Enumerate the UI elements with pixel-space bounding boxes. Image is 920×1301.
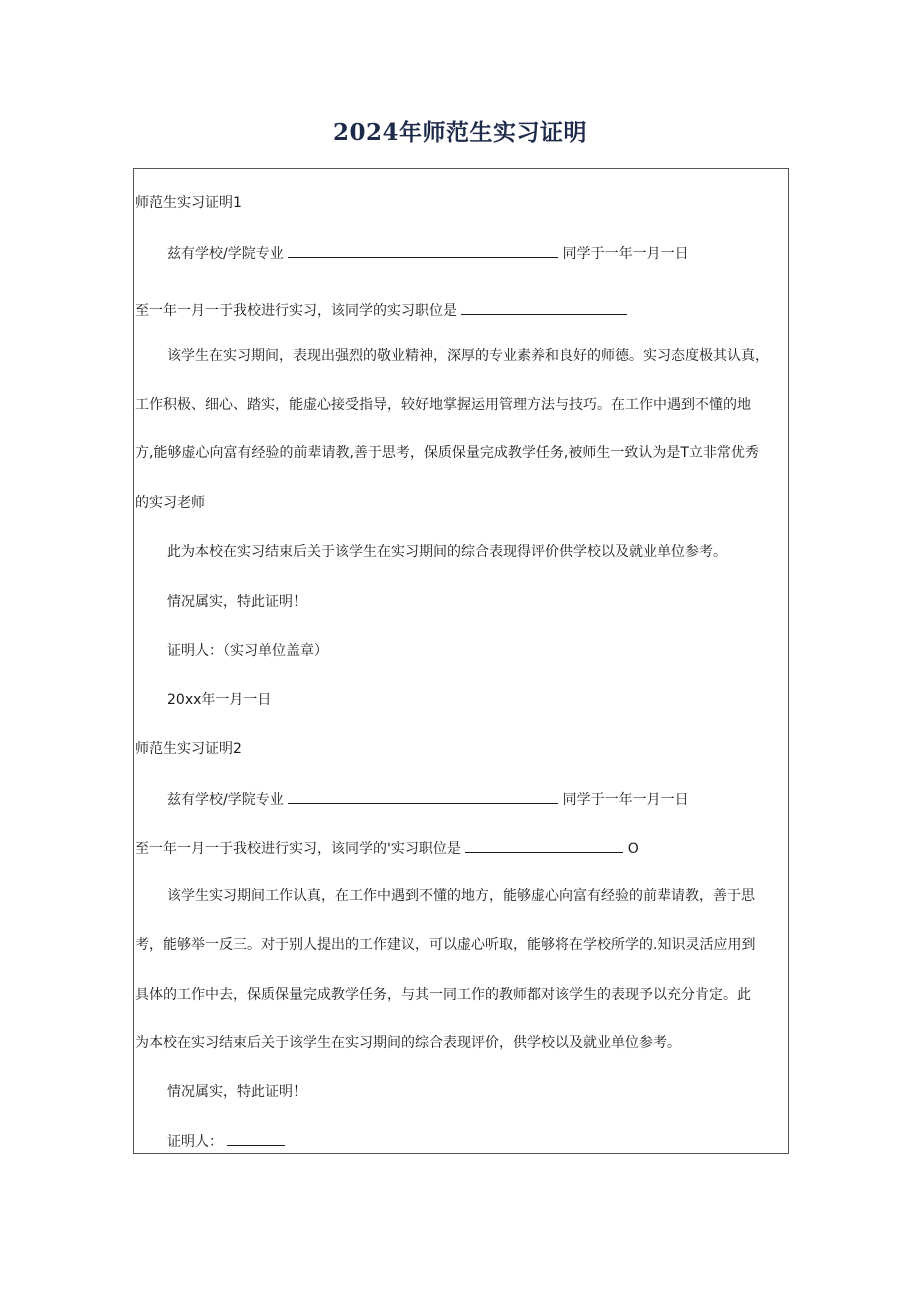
section1-certifier: 证明人：（实习单位盖章） (167, 643, 328, 659)
section1-para1-line1: 该学生在实习期间，表现出强烈的敬业精神，深厚的专业素养和良好的师德。实习态度极其认真， (167, 348, 769, 364)
section2-confirm: 情况属实，特此证明！ (167, 1084, 307, 1100)
section2-line1-prefix: 兹有学校/学院专业 (167, 792, 284, 808)
section2-para1-line3: 具体的工作中去，保质保量完成教学任务，与其一同工作的教师都对该学生的表现予以充分肯定。此 (135, 987, 751, 1003)
section2-position-blank[interactable] (465, 837, 623, 853)
section1-period-line (135, 299, 627, 319)
section1-student-line (167, 242, 689, 262)
section2-heading: 师范生实习证明2 (135, 741, 242, 757)
section2-student-line (167, 788, 689, 808)
section2-certifier-blank[interactable] (227, 1130, 285, 1146)
section1-line1-suffix: 同学于一年一月一日 (562, 246, 689, 262)
section1-line2-prefix: 至一年一月一于我校进行实习，该同学的实习职位是 (135, 303, 457, 319)
section1-major-blank[interactable] (288, 242, 558, 258)
section1-para1-line4: 的实习老师 (135, 495, 205, 511)
section2-line2-prefix: 至一年一月一于我校进行实习，该同学的'实习职位是 (135, 841, 461, 857)
section1-para2: 此为本校在实习结束后关于该学生在实习期间的综合表现得评价供学校以及就业单位参考。 (167, 544, 727, 560)
section2-certifier-line (167, 1130, 285, 1150)
section1-heading: 师范生实习证明1 (135, 195, 242, 211)
section2-line1-suffix: 同学于一年一月一日 (562, 792, 689, 808)
section2-certifier-label: 证明人： (167, 1134, 223, 1150)
document-title: 2024年师范生实习证明 (332, 119, 587, 146)
section1-confirm: 情况属实，特此证明！ (167, 594, 307, 610)
section2-period-line (135, 837, 639, 857)
section1-para1-line2: 工作积极、细心、踏实，能虚心接受指导，较好地掌握运用管理方法与技巧。在工作中遇到不懂的地 (135, 397, 751, 413)
section2-para1-line4: 为本校在实习结束后关于该学生在实习期间的综合表现评价，供学校以及就业单位参考。 (135, 1035, 681, 1051)
section1-position-blank[interactable] (461, 299, 627, 315)
section1-line1-prefix: 兹有学校/学院专业 (167, 246, 284, 262)
section1-date: 20xx年一月一日 (167, 692, 272, 708)
section2-para1-line1: 该学生实习期间工作认真，在工作中遇到不懂的地方，能够虚心向富有经验的前辈请教，善于思 (167, 888, 755, 904)
section1-para1-line3: 方,能够虚心向富有经验的前辈请教,善于思考，保质保量完成教学任务,被师生一致认为是T立非常优秀 (135, 445, 759, 461)
section2-line2-suffix: O (627, 841, 639, 857)
section2-major-blank[interactable] (288, 788, 558, 804)
section2-para1-line2: 考，能够举一反三。对于别人提出的工作建议，可以虚心听取，能够将在学校所学的.知识灵活应用到 (135, 937, 756, 953)
